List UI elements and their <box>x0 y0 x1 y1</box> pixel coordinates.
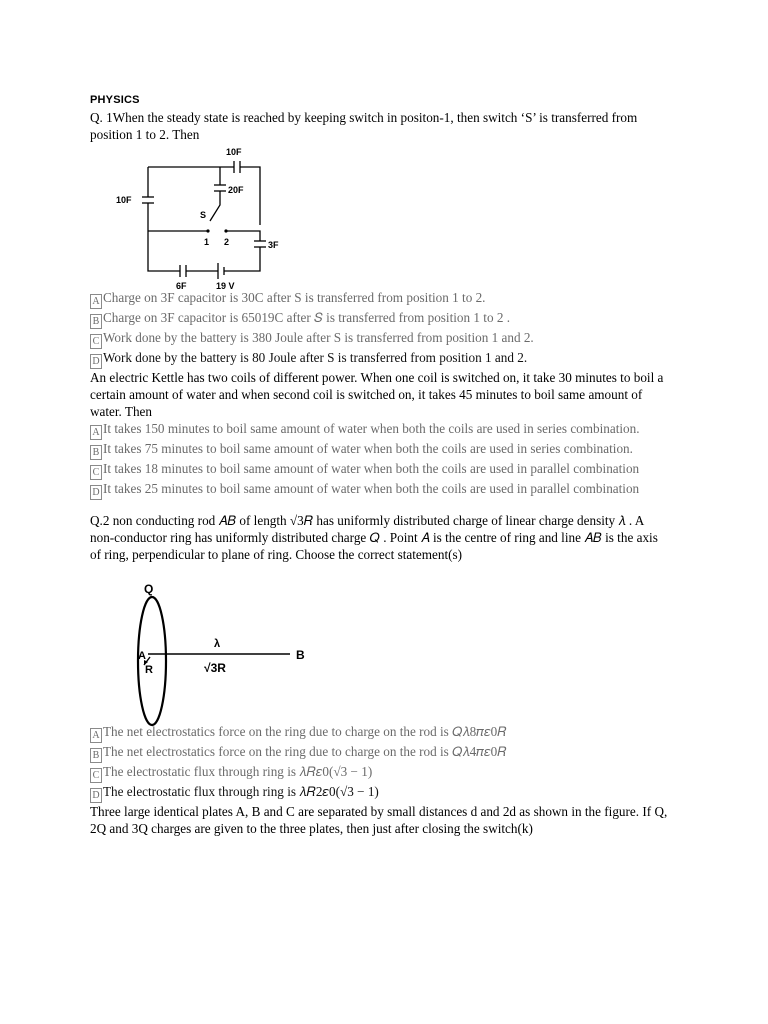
label-pos2: 2 <box>224 237 230 247</box>
q1-option-d: D Work done by the battery is 80 Joule after S is transferred from position 1 and 2. <box>90 349 670 369</box>
q2-option-b: B The net electrostatics force on the ring due to charge on the rod is 𝑄𝜆4𝜋𝜀0𝑅 <box>90 743 670 763</box>
label-c-mid: 20F <box>228 185 244 195</box>
q2-option-a: A The net electrostatics force on the ring due to charge on the rod is 𝑄𝜆8𝜋𝜀0𝑅 <box>90 723 670 743</box>
q1-option-b: B Charge on 3F capacitor is 65019C after 𝑆 is transferred from position 1 to 2 . <box>90 309 670 329</box>
label-pos1: 1 <box>204 237 210 247</box>
q1-option-c: C Work done by the battery is 380 Joule after S is transferred from position 1 and 2. <box>90 329 670 349</box>
q3-text: Three large identical plates A, B and C are separated by small distances d and 2d as shown in the figure. If Q, 2Q and 3Q charges are given to the three plates, then just after closing the switch(k) <box>90 804 668 836</box>
q1-text: Q. 1When the steady state is reached by keeping switch in positon-1, then switch ‘S’ is transferred from position 1 to 2. Then <box>90 110 638 142</box>
kettle-text: An electric Kettle has two coils of different power. When one coil is switched on, it take 30 minutes to boil a certain amount of water and when second coil is switched on, it takes 45 minutes to boil same amount of water. Then <box>90 370 664 419</box>
document-page <box>90 94 670 837</box>
label-battery: 19 V <box>216 281 235 291</box>
label-b: B <box>296 648 305 662</box>
kettle-options <box>90 420 670 500</box>
q2-text: Q.2 non conducting rod 𝐴𝐵 of length √3𝑅 has uniformly distributed charge of linear charge density 𝜆 . A non-conductor ring has uniformly distributed charge 𝑄 . Point 𝐴 is the centre of ring and line 𝐴𝐵 is the axis of ring, perpendicular to plane of ring. Choose the correct statement(s) <box>90 513 658 562</box>
kettle-option-b: B It takes 75 minutes to boil same amount of water when both the coils are used in series combination. <box>90 440 670 460</box>
label-c-right: 3F <box>268 240 279 250</box>
label-a: A <box>138 650 146 662</box>
kettle-option-c: C It takes 18 minutes to boil same amount of water when both the coils are used in parallel combination <box>90 460 670 480</box>
label-lambda: λ <box>214 638 221 650</box>
kettle-option-a: A It takes 150 minutes to boil same amount of water when both the coils are used in series combination. <box>90 420 670 440</box>
label-switch: S <box>200 210 207 220</box>
subject-heading: PHYSICS <box>90 94 140 106</box>
label-c-bottom-left: 6F <box>176 281 187 291</box>
q1-circuit-diagram <box>100 145 300 291</box>
q1-option-a: A Charge on 3F capacitor is 30C after S is transferred from position 1 to 2. <box>90 289 670 309</box>
label-q: Q <box>144 582 154 596</box>
kettle-option-d: D It takes 25 minutes to boil same amount of water when both the coils are used in parallel combination <box>90 480 670 500</box>
label-r: R <box>145 664 153 676</box>
q2-option-c: C The electrostatic flux through ring is 𝜆𝑅𝜀0(√3 − 1) <box>90 763 670 783</box>
label-c-top: 10F <box>226 147 242 157</box>
q1-options <box>90 289 670 369</box>
label-length: √3R <box>204 661 226 675</box>
q2-options <box>90 723 670 803</box>
label-c-left: 10F <box>116 195 132 205</box>
q2-ring-rod-diagram <box>130 581 370 731</box>
q2-option-d: D The electrostatic flux through ring is 𝜆𝑅2𝜀0(√3 − 1) <box>90 783 670 803</box>
